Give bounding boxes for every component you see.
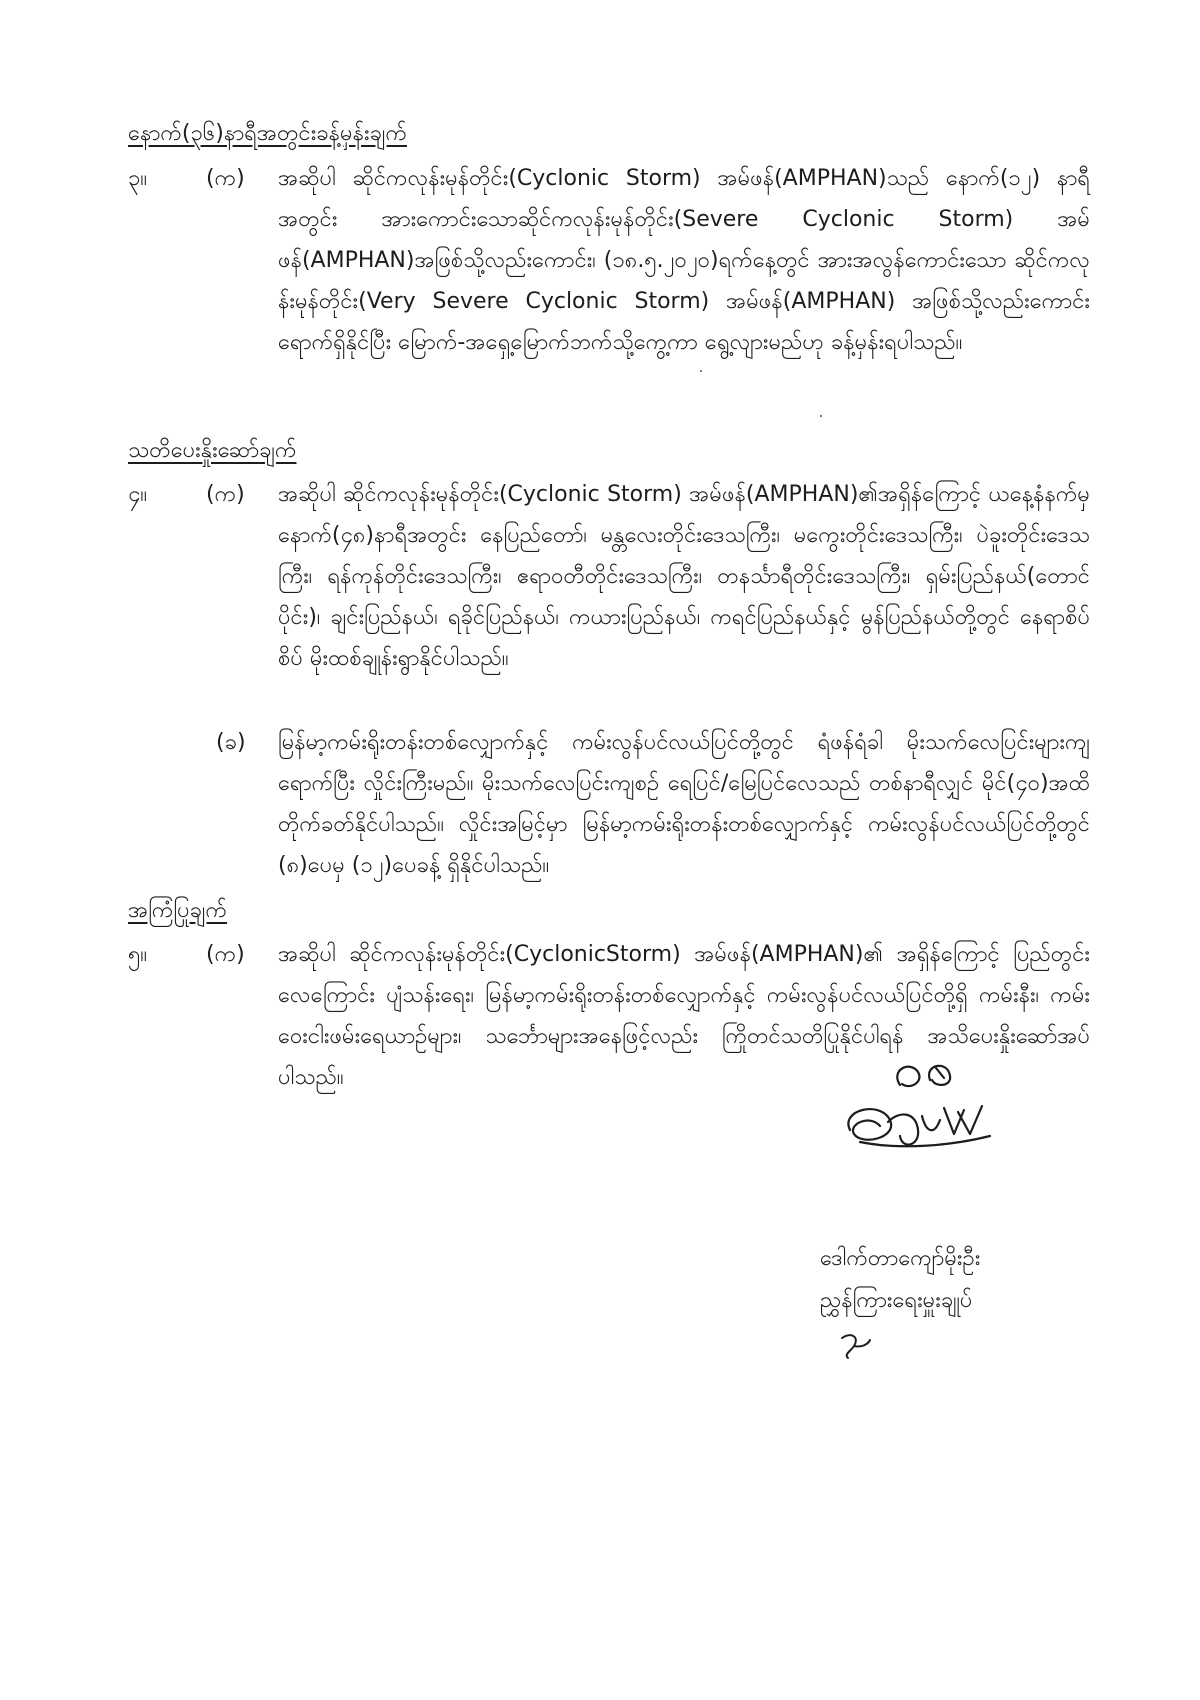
advice-item-letter: (က) [206,942,245,967]
signatory-title: ညွှန်ကြားရေးမှူးချုပ် [820,1288,973,1313]
forecast-paragraph [128,158,1098,363]
warning-paragraph-a [128,474,1098,679]
warning-item-letter-a: (က) [206,482,245,507]
forecast-heading: နောက်(၃၆)နာရီအတွင်းခန့်မှန်းချက် [128,121,407,146]
scan-speck [700,370,702,372]
signatory-name: ဒေါက်တာကျော်မိုးဦး [820,1246,981,1271]
scan-speck [820,415,822,417]
warning-item-number: ၄။ [128,482,148,507]
warning-heading: သတိပေးနှိုးဆော်ချက် [128,438,297,463]
advice-item-number: ၅။ [128,942,148,967]
warning-item-letter-b: (ခ) [216,730,246,755]
handwritten-signature [840,1050,1000,1160]
warning-text-a: အဆိုပါ ဆိုင်ကလုန်းမုန်တိုင်း(Cyclonic Storm) အမ်ဖန်(AMPHAN)၏အရှိန်ကြောင့် ယနေ့နံနက်မှ နောက်(၄၈)နာရီအတွင်း နေပြည်တော်၊ မန္တလေးတိုင်းဒေသကြီး၊ မကွေးတိုင်းဒေသကြီး၊ ပဲခူးတိုင်းဒေသကြီး၊ ရန်ကုန်တိုင်းဒေသကြီး၊ ဧရာဝတီတိုင်းဒေသကြီး၊ တနင်္သာရီတိုင်းဒေသကြီး၊ ရှမ်းပြည်နယ်(တောင်ပိုင်း)၊ ချင်းပြည်နယ်၊ ရခိုင်ပြည်နယ်၊ ကယားပြည်နယ်၊ ကရင်ပြည်နယ်နှင့် မွန်ပြည်နယ်တို့တွင် နေရာစိပ်စိပ် မိုးထစ်ချုန်းရွာနိုင်ပါသည်။ [278,482,1090,671]
forecast-item-number: ၃။ [128,166,148,191]
advice-heading: အကြံပြုချက် [128,898,228,923]
forecast-text: အဆိုပါ ဆိုင်ကလုန်းမုန်တိုင်း(Cyclonic Storm) အမ်ဖန်(AMPHAN)သည် နောက်(၁၂) နာရီအတွင်း အားကောင်းသောဆိုင်ကလုန်းမုန်တိုင်း(Severe Cyclonic Storm) အမ်ဖန်(AMPHAN)အဖြစ်သို့လည်းကောင်း၊ (၁၈.၅.၂၀၂၀)ရက်နေ့တွင် အားအလွန်ကောင်းသော ဆိုင်ကလုန်းမုန်တိုင်း(Very Severe Cyclonic Storm) အမ်ဖန်(AMPHAN) အဖြစ်သို့လည်းကောင်း ရောက်ရှိနိုင်ပြီး မြောက်-အရှေ့မြောက်ဘက်သို့ကွေ့ကာ ရွေ့လျားမည်ဟု ခန့်မှန်းရပါသည်။ [278,166,1090,355]
handwritten-initial [836,1330,876,1360]
warning-text-b: မြန်မာ့ကမ်းရိုးတန်းတစ်လျှောက်နှင့် ကမ်းလွန်ပင်လယ်ပြင်တို့တွင် ရံဖန်ရံခါ မိုးသက်လေပြင်းများကျရောက်ပြီး လှိုင်းကြီးမည်။ မိုးသက်လေပြင်းကျစဉ် ရေပြင်/မြေပြင်လေသည် တစ်နာရီလျှင် မိုင်(၄၀)အထိ တိုက်ခတ်နိုင်ပါသည်။ လှိုင်းအမြင့်မှာ မြန်မာ့ကမ်းရိုးတန်းတစ်လျှောက်နှင့် ကမ်းလွန်ပင်လယ်ပြင်တို့တွင် (၈)ပေမှ (၁၂)ပေခန့် ရှိနိုင်ပါသည်။ [278,730,1090,878]
advice-text: အဆိုပါ ဆိုင်ကလုန်းမုန်တိုင်း(CyclonicStorm) အမ်ဖန်(AMPHAN)၏ အရှိန်ကြောင့် ပြည်တွင်းလေကြောင်း ပျံသန်းရေး၊ မြန်မာ့ကမ်းရိုးတန်းတစ်လျှောက်နှင့် ကမ်းလွန်ပင်လယ်ပြင်တို့ရှိ ကမ်းနီး၊ ကမ်းဝေးငါးဖမ်းရေယာဉ်များ၊ သင်္ဘောများအနေဖြင့်လည်း ကြိုတင်သတိပြုနိုင်ပါရန် အသိပေးနှိုးဆော်အပ်ပါသည်။ [278,942,1090,1090]
warning-paragraph-b [128,722,1098,886]
forecast-item-letter: (က) [206,166,245,191]
